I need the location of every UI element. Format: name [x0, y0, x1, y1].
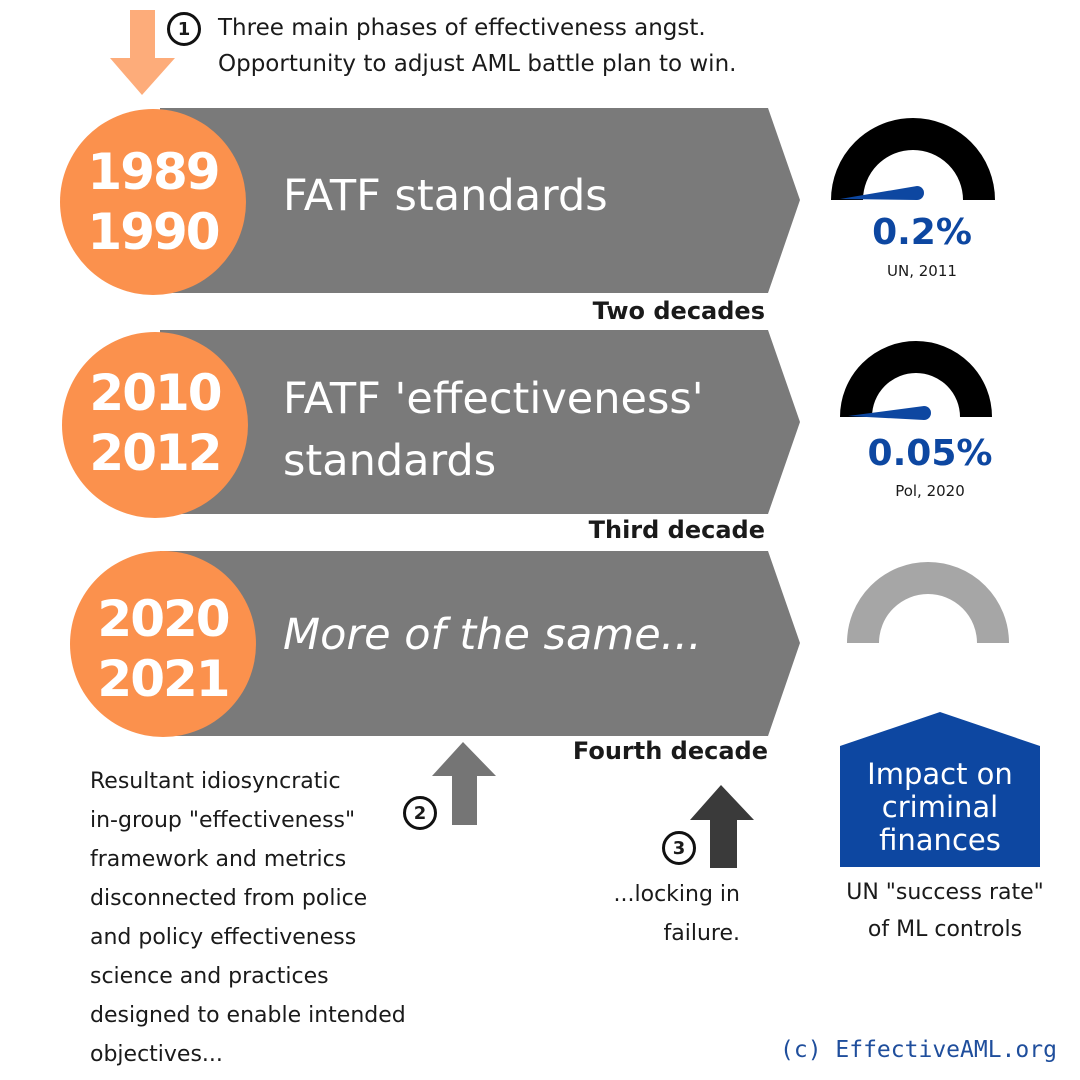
middle-note — [590, 875, 740, 953]
note-line: disconnected from police — [90, 886, 368, 911]
note-line: designed to enable intended — [90, 1003, 406, 1028]
step-1-badge: 1 — [167, 12, 201, 46]
year-end: 1990 — [87, 203, 219, 261]
note-line: in-group "effectiveness" — [90, 808, 356, 833]
intro-text — [218, 10, 736, 82]
note-line: objectives... — [90, 1042, 223, 1067]
copyright-text: (c) EffectiveAML.org — [780, 1037, 1057, 1063]
phase-1-years — [63, 142, 243, 262]
up-arrow-3 — [690, 785, 754, 868]
year-start: 1989 — [87, 143, 219, 201]
year-start: 2020 — [97, 590, 229, 648]
phase-title-line: FATF standards — [283, 171, 608, 221]
note-line: failure. — [663, 921, 740, 946]
down-arrow — [110, 10, 175, 95]
step-3-badge: 3 — [662, 831, 696, 865]
step-2-badge: 2 — [403, 796, 437, 830]
year-end: 2012 — [89, 424, 221, 482]
phase-title-line: FATF 'effectiveness' — [283, 374, 704, 424]
phase-2-decade: Third decade — [588, 516, 765, 544]
note-line: science and practices — [90, 964, 329, 989]
gauge-3-arc — [863, 578, 993, 643]
phase-3-decade: Fourth decade — [572, 737, 768, 765]
impact-line: Impact on — [867, 757, 1013, 791]
caption-line: of ML controls — [867, 917, 1023, 942]
impact-caption — [830, 874, 1060, 948]
gauge-1-source: UN, 2011 — [887, 262, 957, 280]
left-note — [90, 762, 406, 1074]
caption-line: UN "success rate" — [846, 880, 1044, 905]
note-line: ...locking in — [613, 882, 740, 907]
phase-title-line: More of the same... — [283, 610, 702, 660]
up-arrow-2 — [432, 742, 496, 825]
note-line: framework and metrics — [90, 847, 347, 872]
impact-line: criminal — [881, 790, 999, 824]
intro-line: Three main phases of effectiveness angst. — [218, 15, 706, 41]
note-line: and policy effectiveness — [90, 925, 357, 950]
phase-1-title — [283, 165, 608, 227]
year-start: 2010 — [89, 364, 221, 422]
year-end: 2021 — [97, 650, 229, 708]
gauge-2-source: Pol, 2020 — [895, 482, 965, 500]
phase-3-years — [73, 589, 253, 709]
gauge-1-value: 0.2% — [872, 212, 972, 253]
phase-title-line: standards — [283, 436, 497, 486]
gauge-2-value: 0.05% — [867, 433, 993, 474]
impact-label — [840, 758, 1040, 857]
phase-2-title — [283, 368, 704, 492]
phase-3-title — [283, 604, 702, 666]
phase-1-decade: Two decades — [592, 297, 765, 325]
note-line: Resultant idiosyncratic — [90, 769, 341, 794]
impact-line: finances — [879, 823, 1001, 857]
phase-2-years — [65, 363, 245, 483]
intro-line: Opportunity to adjust AML battle plan to win. — [218, 51, 737, 77]
